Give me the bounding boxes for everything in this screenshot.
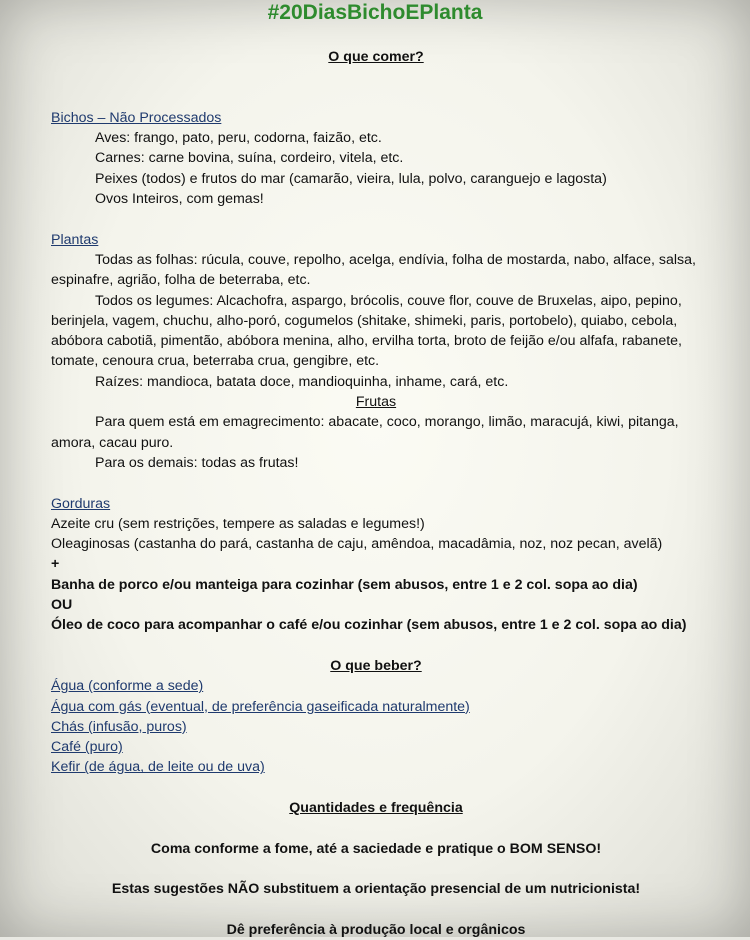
animals-item-birds: Aves: frango, pato, peru, codorna, faizão, etc. [95, 130, 382, 147]
drink-item-sparkling[interactable]: Água com gás (eventual, de preferência gaseificada naturalmente) [51, 698, 470, 715]
drink-heading: O que beber? [330, 657, 422, 674]
fruits-diet: Para quem está em emagrecimento: abacate, coco, morango, limão, maracujá, kiwi, pitanga, amora, cacau puro. [51, 414, 679, 451]
quantity-line-local: Dê preferência à produção local e orgânicos [226, 921, 526, 938]
drink-item-tea[interactable]: Chás (infusão, puros) [51, 718, 187, 735]
quantity-line-disclaimer: Estas sugestões NÃO substituem a orientação presencial de um nutricionista! [111, 881, 641, 898]
plants-roots: Raízes: mandioca, batata doce, mandioquinha, inhame, cará, etc. [95, 373, 509, 390]
fats-nuts: Oleaginosas (castanha do pará, castanha de caju, amêndoa, macadâmia, noz, noz pecan, avelã) [51, 536, 663, 553]
animals-item-eggs: Ovos Inteiros, com gemas! [95, 191, 264, 208]
fats-or: OU [51, 597, 73, 614]
animals-heading[interactable]: Bichos – Não Processados [51, 109, 222, 126]
drink-item-water[interactable]: Água (conforme a sede) [51, 678, 204, 695]
fats-lard: Banha de porco e/ou manteiga para cozinhar (sem abusos, entre 1 e 2 col. sopa ao dia) [51, 576, 638, 593]
animals-item-fish: Peixes (todos) e frutos do mar (camarão, vieira, lula, polvo, caranguejo e lagosta) [95, 170, 607, 187]
fruits-heading: Frutas [355, 394, 397, 411]
plants-legumes: Todos os legumes: Alcachofra, aspargo, brócolis, couve flor, couve de Bruxelas, aipo, pepino, berinjela, vagem, chuchu, alho-poró, cogumelos (shitake, shimeki, paris, portobelo), quiabo, cebola, abóbora cabotiã, pimentão, abóbora menina, alho, ervilha torta, broto de feijão e/ou alfafa, rabanete, tomate, cenoura crua, beterraba crua, gengibre, etc. [51, 292, 682, 370]
plants-heading[interactable]: Plantas [51, 231, 99, 248]
eat-heading: O que comer? [328, 49, 424, 65]
quantity-heading: Quantidades e frequência [289, 799, 463, 816]
hashtag-title: #20DiasBichoEPlanta [267, 1, 483, 24]
plants-leaves: Todas as folhas: rúcula, couve, repolho, acelga, endívia, folha de mostarda, nabo, alface, salsa, espinafre, agrião, folha de beterraba, etc. [51, 251, 696, 289]
fats-heading[interactable]: Gorduras [51, 495, 111, 512]
fruits-others: Para os demais: todas as frutas! [95, 454, 299, 471]
animals-item-meats: Carnes: carne bovina, suína, cordeiro, vitela, etc. [95, 150, 404, 167]
fats-coconut: Óleo de coco para acompanhar o café e/ou cozinhar (sem abusos, entre 1 e 2 col. sopa ao dia) [51, 617, 687, 634]
drink-item-kefir[interactable]: Kefir (de água, de leite ou de uva) [51, 759, 265, 776]
drink-item-coffee[interactable]: Café (puro) [51, 739, 123, 756]
quantity-line-eat: Coma conforme a fome, até a saciedade e pratique o BOM SENSO! [150, 840, 602, 857]
fats-plus: + [51, 556, 60, 573]
fats-olive: Azeite cru (sem restrições, tempere as saladas e legumes!) [51, 515, 425, 532]
document-body [51, 47, 701, 940]
